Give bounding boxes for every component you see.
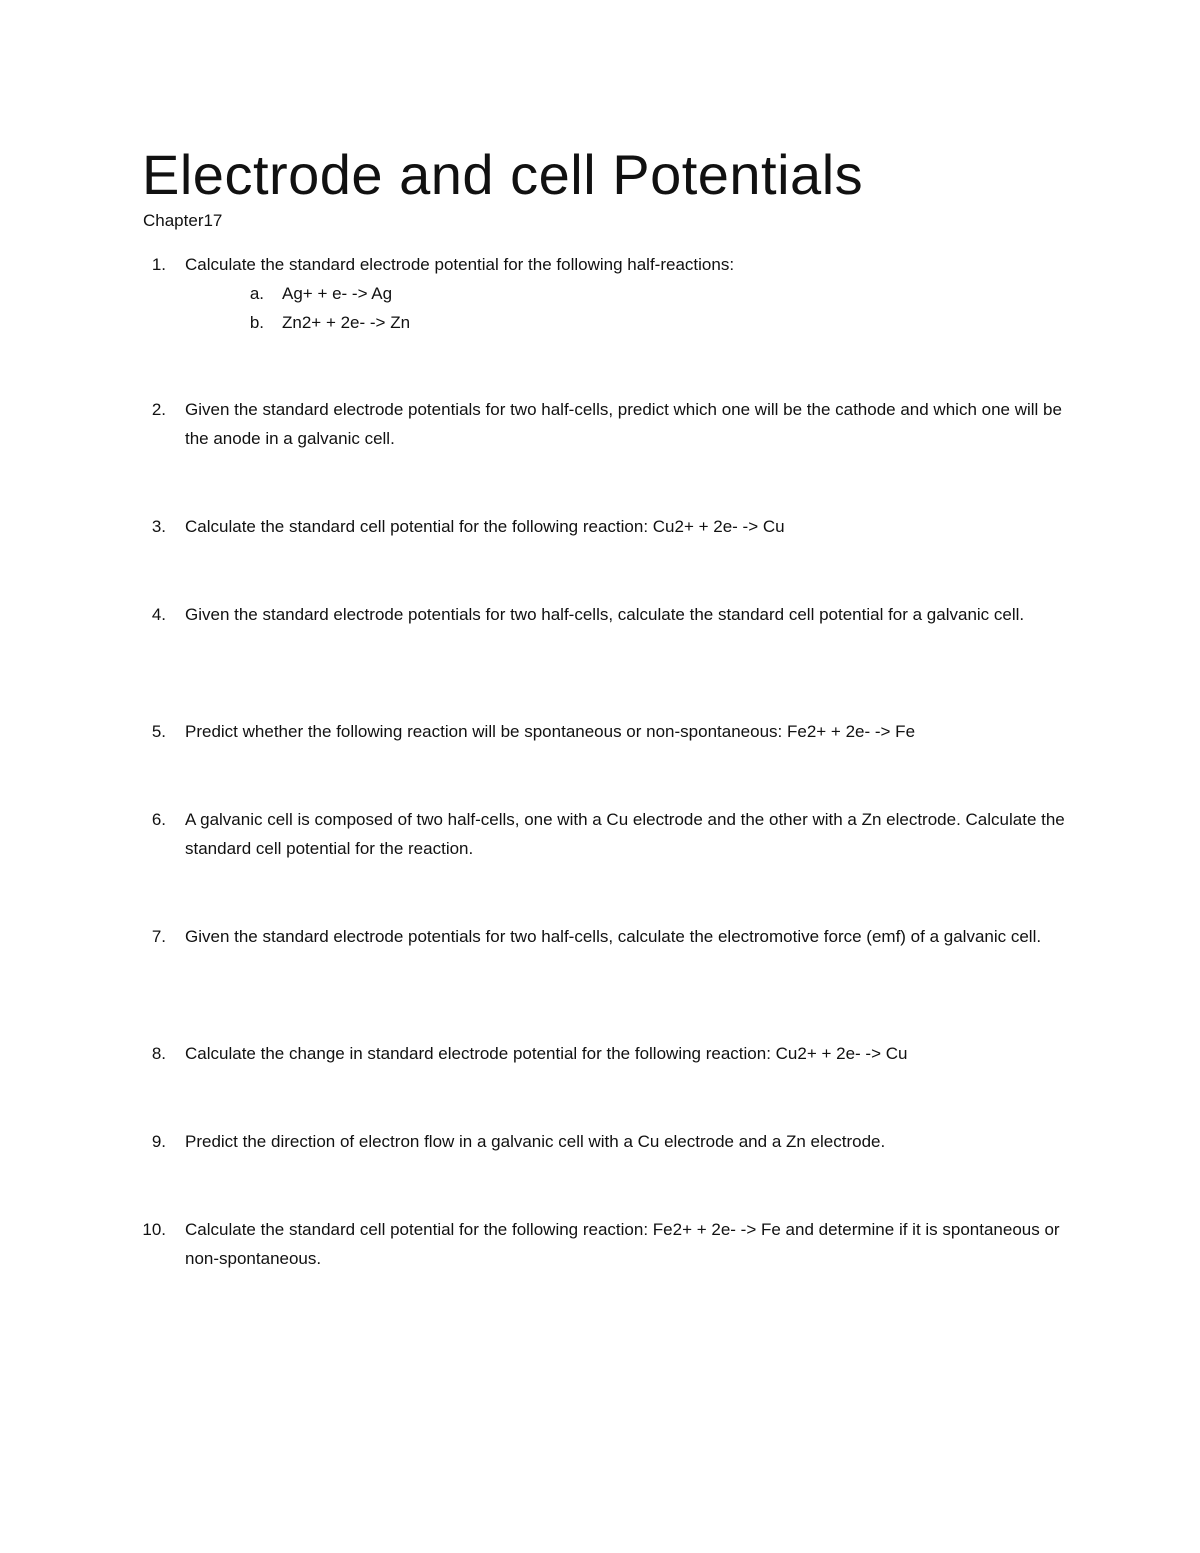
question-text: Calculate the change in standard electrode potential for the following reaction: Cu2+ + 2e- -> Cu [185, 1044, 908, 1063]
question-text: Predict whether the following reaction will be spontaneous or non-spontaneous: Fe2+ + 2e- -> Fe [185, 722, 916, 741]
question-number: 8. [151, 1044, 166, 1063]
part-label: b. [249, 313, 264, 332]
question-number: 4. [151, 605, 166, 624]
question-number: 3. [151, 517, 166, 536]
part-label: a. [249, 284, 264, 303]
question-text: A galvanic cell is composed of two half-cells, one with a Cu electrode and the other with a Zn electrode. Calculate the standard cell potential for the reaction. [185, 810, 1065, 858]
question-number: 6. [151, 810, 166, 829]
question-text: Calculate the standard cell potential for the following reaction: Cu2+ + 2e- -> Cu [185, 517, 785, 536]
part-text: Zn2+ + 2e- -> Zn [282, 313, 411, 332]
question-text: Calculate the standard cell potential for the following reaction: Fe2+ + 2e- -> Fe and determine if it is spontaneous or non-spontaneous. [185, 1220, 1060, 1268]
page-title: Electrode and cell Potentials [142, 143, 864, 206]
question-number: 2. [151, 400, 166, 419]
question-number: 7. [151, 927, 166, 946]
question-text: Predict the direction of electron flow in a galvanic cell with a Cu electrode and a Zn electrode. [185, 1132, 886, 1151]
part-text: Ag+ + e- -> Ag [282, 284, 393, 303]
question-text: Given the standard electrode potentials for two half-cells, calculate the electromotive force (emf) of a galvanic cell. [185, 927, 1042, 946]
question-text: Given the standard electrode potentials for two half-cells, predict which one will be the cathode and which one will be the anode in a galvanic cell. [185, 400, 1062, 448]
question-number: 10. [142, 1220, 166, 1239]
question-number: 9. [151, 1132, 166, 1151]
chapter-label: Chapter17 [143, 211, 223, 230]
question-number: 1. [151, 255, 166, 274]
question-text: Given the standard electrode potentials for two half-cells, calculate the standard cell potential for a galvanic cell. [185, 605, 1025, 624]
question-number: 5. [151, 722, 166, 741]
question-text: Calculate the standard electrode potential for the following half-reactions: [185, 255, 735, 274]
